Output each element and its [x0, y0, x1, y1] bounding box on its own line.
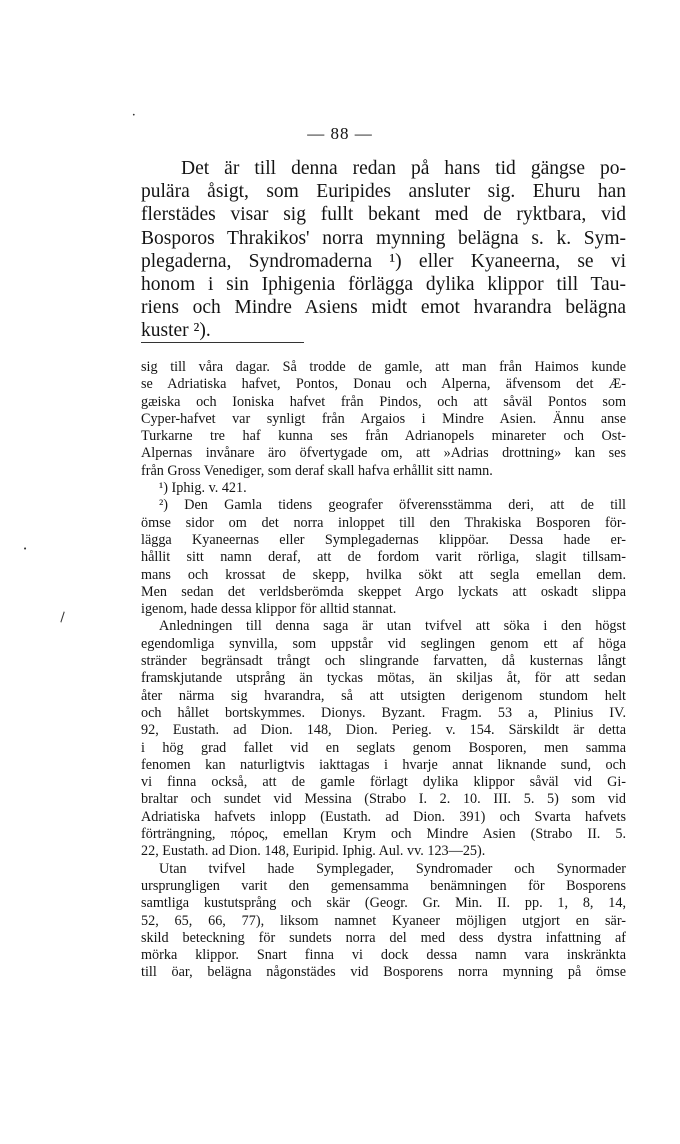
footnote-2-para2-line: egendomliga synvilla, som uppstår vid seglingen genom ett af höga	[141, 635, 626, 652]
main-paragraph	[141, 157, 626, 343]
text-line: Det är till denna redan på hans tid gängse po-	[181, 158, 626, 179]
footnote-2-line: lägga Kyaneernas eller Symplegadernas klippöar. Dessa hade er-	[141, 531, 626, 548]
text-line: Bosporos Thrakikos' norra mynning belägna s. k. Sym-	[141, 227, 626, 249]
footnote-2-para2-line: vi finna också, att de gamle förlagt dylika klippor såväl vid Gi-	[141, 774, 626, 791]
footnote-2-para2-line: framskjutande utsprång än tyckas mötas, än skiljas åt, för att sedan	[141, 670, 626, 687]
footnote-2-para3-line: ursprungligen varit den gemensamma benämningen för Bosporens	[141, 877, 626, 894]
scan-dot-mark: •	[132, 112, 136, 119]
footnote-2-para2-line: Anledningen till denna saga är utan tvifvel att söka i den högst	[159, 618, 626, 635]
footnote-2-para2-line: stränder begränsadt trångt och slingrande farvatten, då kusternas långt	[141, 653, 626, 670]
footnote-2-para2-line: förträngning, πόρος, emellan Krym och Mindre Asien (Strabo II. 5.	[141, 826, 626, 843]
footnote-2-para2-line: fenomen kan naturligtvis iakttagas i hvarje annat liknande sund, och	[141, 756, 626, 773]
footnote-2-para2-line: och hållet bortskymmes. Dionys. Byzant. Fragm. 53 a, Plinius IV.	[141, 704, 626, 721]
text-line: flerstädes visar sig fullt bekant med de ryktbara, vid	[141, 204, 626, 226]
footnote-line: sig till våra dagar. Så trodde de gamle, att man från Haimos kunde	[141, 359, 626, 375]
footnote-2-para2-line: braltar och sundet vid Messina (Strabo I. 2. 10. III. 5. 5) som vid	[141, 791, 626, 808]
footnote-2-line: ²) Den Gamla tidens geografer öfverensstämma deri, att de till	[159, 497, 626, 514]
footnote-2-para2-line: åter närma sig hvarandra, så att utsigten derigenom stundom helt	[141, 687, 626, 704]
footnote-2-line: hållit sitt namn deraf, att de fordom varit rörliga, slagit tillsam-	[141, 549, 626, 566]
footnote-2-para2-line: 92, Eustath. ad Dion. 148, Dion. Perieg. v. 154. Särskildt är detta	[141, 722, 626, 739]
scan-tick-mark: \	[56, 610, 69, 625]
page-number: — 88 —	[307, 124, 373, 143]
footnote-2-para2-line: 22, Eustath. ad Dion. 148, Euripid. Iphig. Aul. vv. 123—25).	[141, 843, 486, 860]
scan-dot-mark: •	[23, 545, 28, 553]
footnote-line: Alpernas invånare äro öfvertygade om, att »Adrias drottning» kan ses	[141, 445, 626, 462]
footnote-line: från Gross Venediger, som deraf skall hafva erhållit sitt namn.	[141, 462, 493, 479]
footnote-2-line: mans och krossat de skepp, hvilka sökt att segla emellan dem.	[141, 566, 626, 583]
footnote-2-para3-line: mörka klippor. Snart finna vi dock dessa namn vara inskränkta	[141, 947, 626, 964]
footnote-line: gæiska och Ioniska hafvet från Pindos, och att såväl Pontos som	[141, 393, 626, 410]
footnote-divider	[141, 342, 304, 343]
footnote-1: ¹) Iphig. v. 421.	[159, 480, 247, 497]
footnotes	[141, 359, 626, 982]
text-line: honom i sin Iphigenia förlägga dylika klippor till Tau-	[141, 274, 626, 296]
footnote-2-para3-line: 52, 65, 66, 77), liksom namnet Kyaneer möjligen utgjort en sär-	[141, 912, 626, 929]
footnote-line: Turkarne tre haf kunna ses från Adrianopels minareter och Ost-	[141, 428, 626, 445]
footnote-2-para2-line: Adriatiska hafvets inlopp (Eustath. ad Dion. 391) och Svarta hafvets	[141, 808, 626, 825]
text-line: plegaderna, Syndromaderna ¹) eller Kyaneerna, se vi	[141, 250, 626, 272]
footnote-2-para3-line: Utan tvifvel hade Symplegader, Syndromader och Synormader	[159, 860, 626, 877]
footnote-2-line: ömse sidor om det norra inloppet till den Thrakiska Bosporen för-	[141, 514, 626, 531]
footnote-2-para3-line: samtliga kustutsprång och skär (Geogr. Gr. Min. II. pp. 1, 8, 14,	[141, 895, 626, 912]
footnote-line: Cyper-hafvet var synligt från Argaios i Mindre Asien. Ännu anse	[141, 410, 626, 427]
text-line: kuster ²).	[141, 320, 211, 342]
text-line: riens och Mindre Asiens midt emot hvarandra belägna	[141, 297, 626, 319]
text-line: pulära åsigt, som Euripides ansluter sig. Ehuru han	[141, 181, 626, 203]
footnote-2-para3-line: till öar, belägna någonstädes vid Bosporens norra mynning på ömse	[141, 964, 626, 981]
footnote-2-para2-line: i hög grad fallet vid en seglats genom Bosporen, men samma	[141, 739, 626, 756]
footnote-line: se Adriatiska hafvet, Pontos, Donau och Alperna, äfvensom det Æ-	[141, 376, 626, 393]
footnote-2-line: Men sedan det verldsberömda skeppet Argo lyckats att oskadt slippa	[141, 583, 626, 600]
footnote-2-line: igenom, hade dessa klippor för alltid stannat.	[141, 601, 397, 618]
footnote-2-para3-line: skild beteckning för sundets norra del med dess dystra infattning af	[141, 929, 626, 946]
